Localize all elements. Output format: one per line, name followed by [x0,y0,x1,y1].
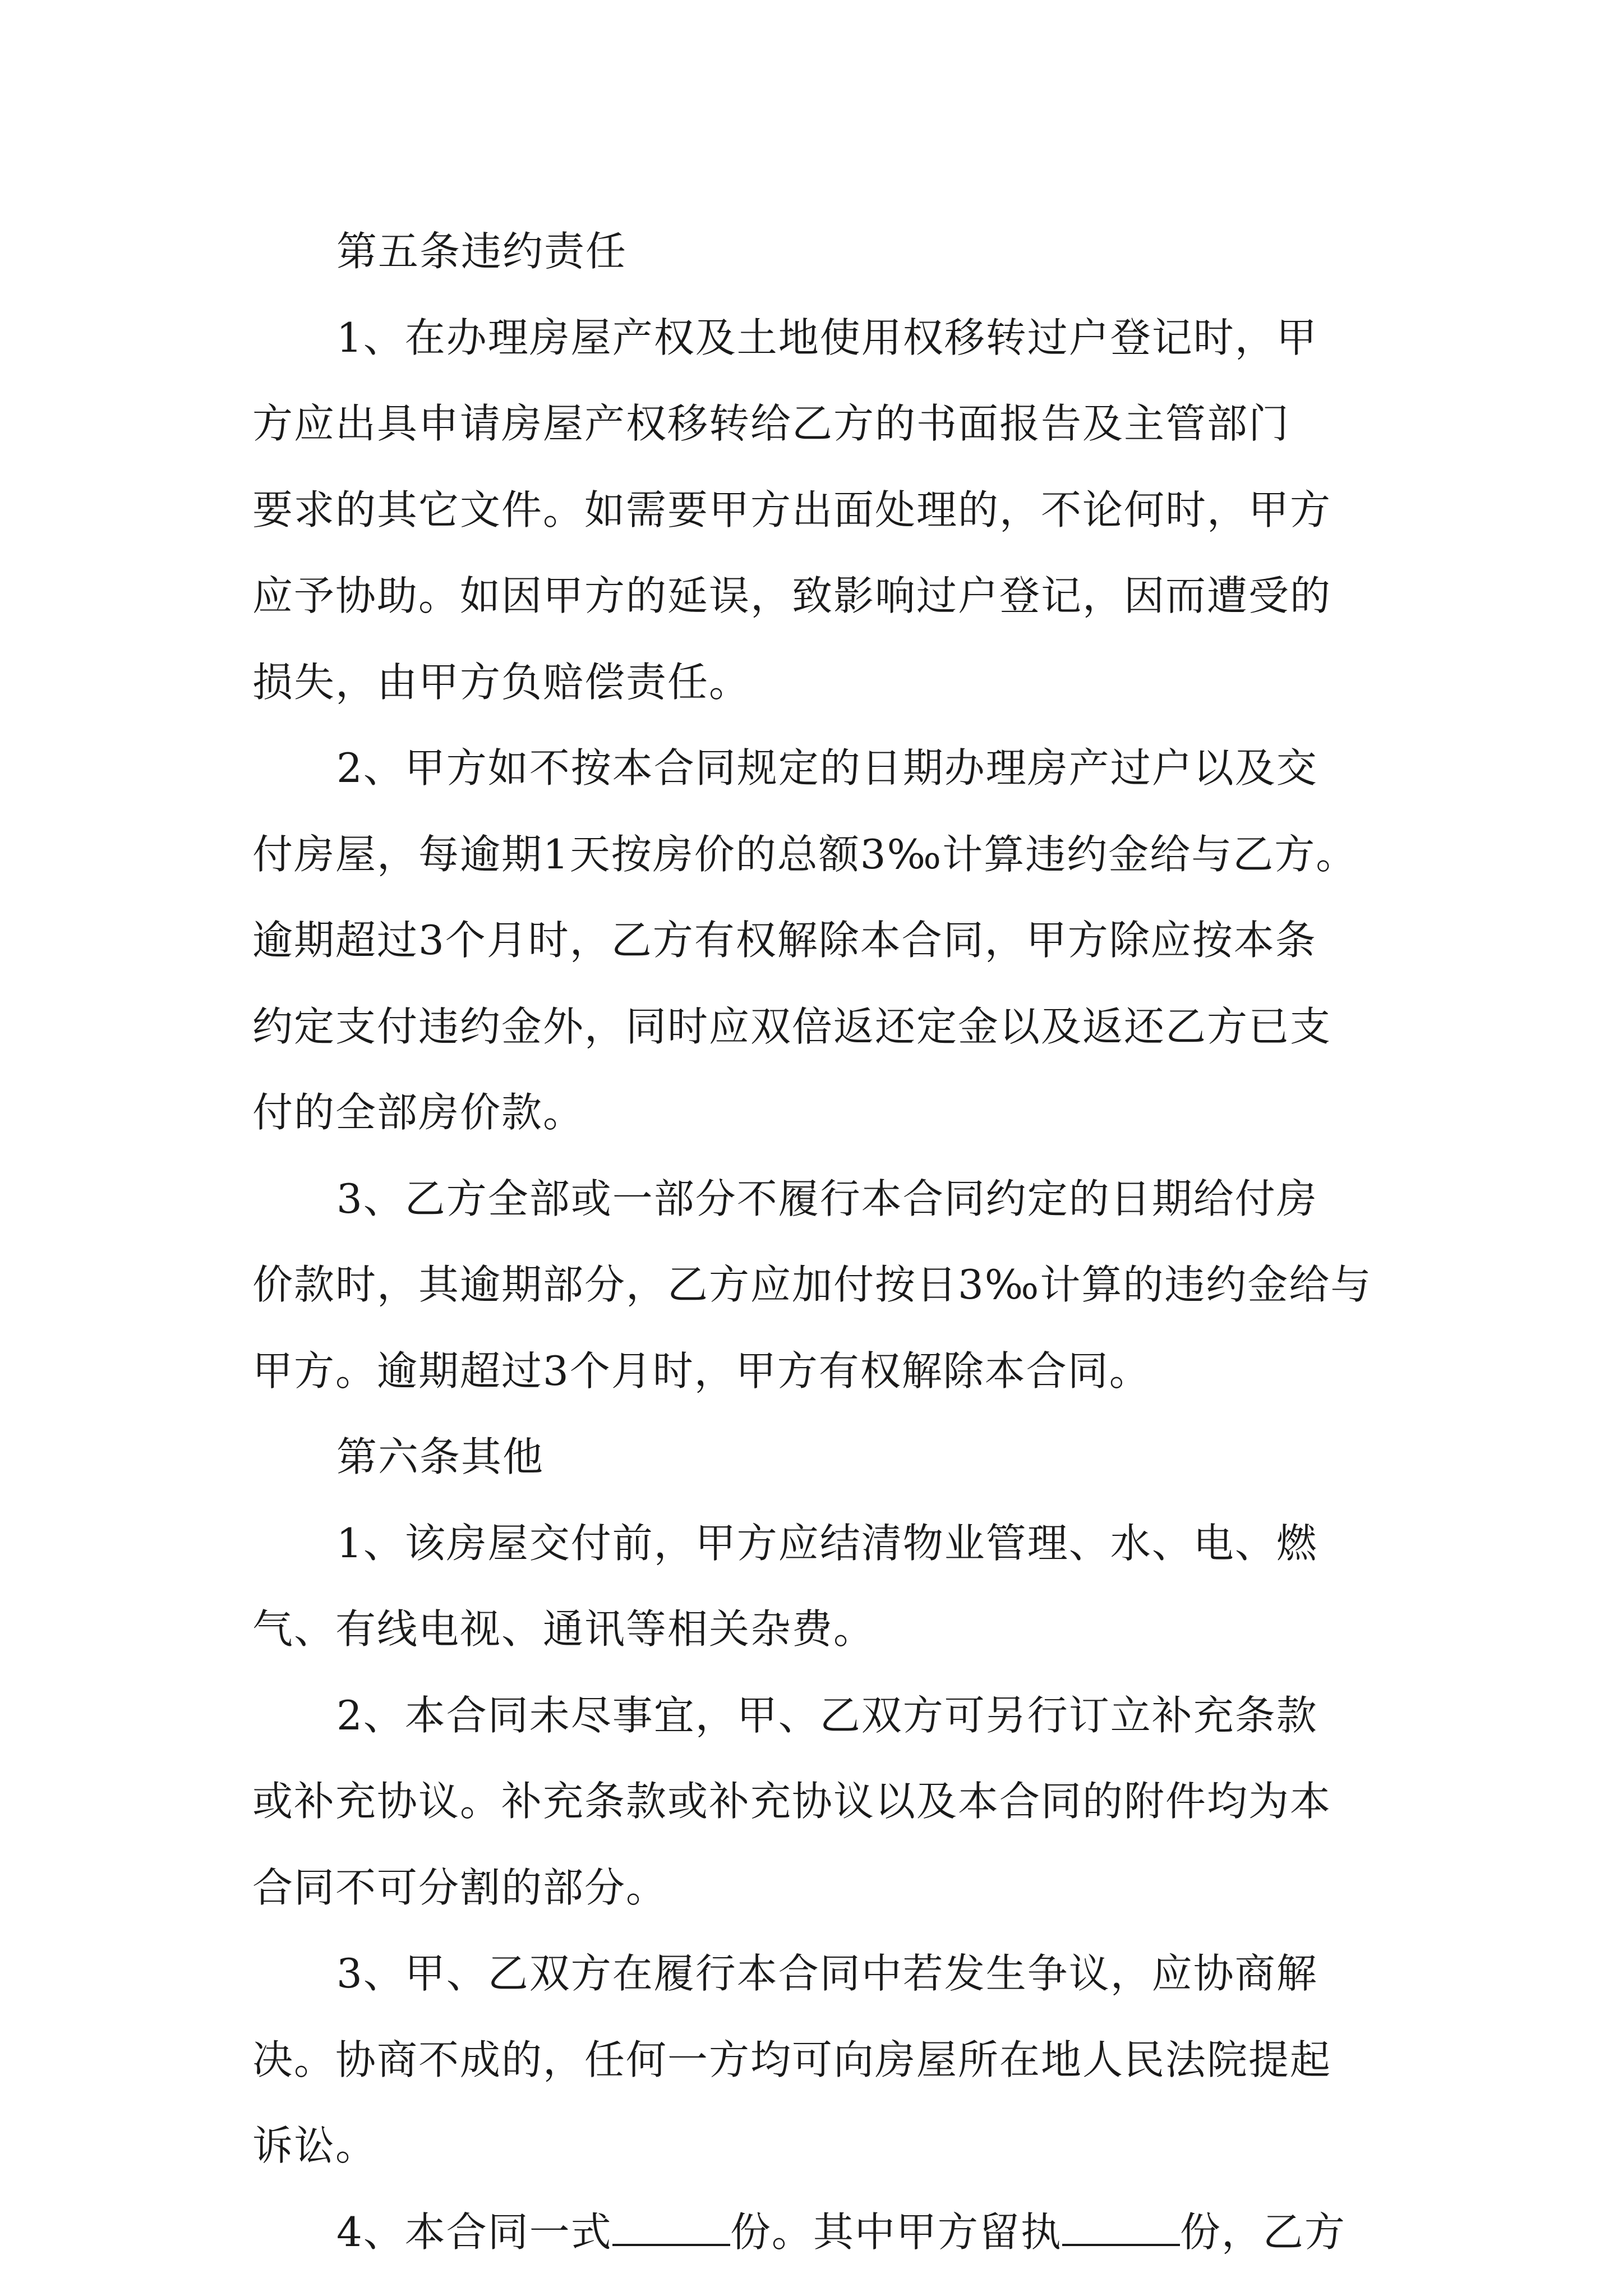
text-line: 或补充协议。补充条款或补充协议以及本合同的附件均为本 [252,1778,1332,1825]
text-line: 1、在办理房屋产权及土地使用权移转过户登记时，甲 [336,314,1318,361]
text-line-with-blanks [252,2189,1408,2276]
text-line: 损失，由甲方负赔偿责任。 [252,658,751,706]
text-line: 付的全部房价款。 [252,1089,585,1136]
text-line: 约定支付违约金外，同时应双倍返还定金以及返还乙方已支 [252,1002,1332,1050]
text-line: 甲方。逾期超过3个月时，甲方有权解除本合同。 [252,1347,1151,1395]
text-line: 应予协助。如因甲方的延误，致影响过户登记，因而遭受的 [252,572,1332,619]
text-line: 第五条违约责任 [336,228,628,275]
copies-party-a-blank[interactable] [1062,2207,1180,2246]
text-line: 付房屋，每逾期1天按房价的总额3‰计算违约金给与乙方。 [252,830,1358,878]
text-line: 合同不可分割的部分。 [252,1864,668,1911]
text-line: 2、本合同未尽事宜，甲、乙双方可另行订立补充条款 [336,1691,1318,1739]
document-body [252,209,1408,2275]
copies-total-blank[interactable] [612,2207,730,2246]
text-line: 第六条其他 [336,1433,545,1480]
text-line: 价款时，其逾期部分，乙方应加付按日3‰计算的违约金给与 [252,1261,1372,1308]
text-line: 要求的其它文件。如需要甲方出面处理的，不论何时，甲方 [252,486,1332,533]
text-segment: 4、本合同一式 [336,2208,612,2256]
text-line: 方应出具申请房屋产权移转给乙方的书面报告及主管部门 [252,400,1290,447]
text-line: 1、该房屋交付前，甲方应结清物业管理、水、电、燃 [336,1519,1318,1567]
text-line: 2、甲方如不按本合同规定的日期办理房产过户以及交 [336,744,1318,792]
text-line: 诉讼。 [252,2122,377,2169]
text-segment: 份，乙方 [1179,2208,1346,2256]
text-line: 逾期超过3个月时，乙方有权解除本合同，甲方除应按本条 [252,917,1317,964]
text-line: 3、乙方全部或一部分不履行本合同约定的日期给付房 [336,1175,1318,1222]
text-line: 3、甲、乙双方在履行本合同中若发生争议，应协商解 [336,1950,1318,1997]
text-line: 气、有线电视、通讯等相关杂费。 [252,1605,875,1653]
text-line: 决。协商不成的，任何一方均可向房屋所在地人民法院提起 [252,2036,1332,2083]
text-segment: 份。其中甲方留执 [730,2208,1062,2256]
